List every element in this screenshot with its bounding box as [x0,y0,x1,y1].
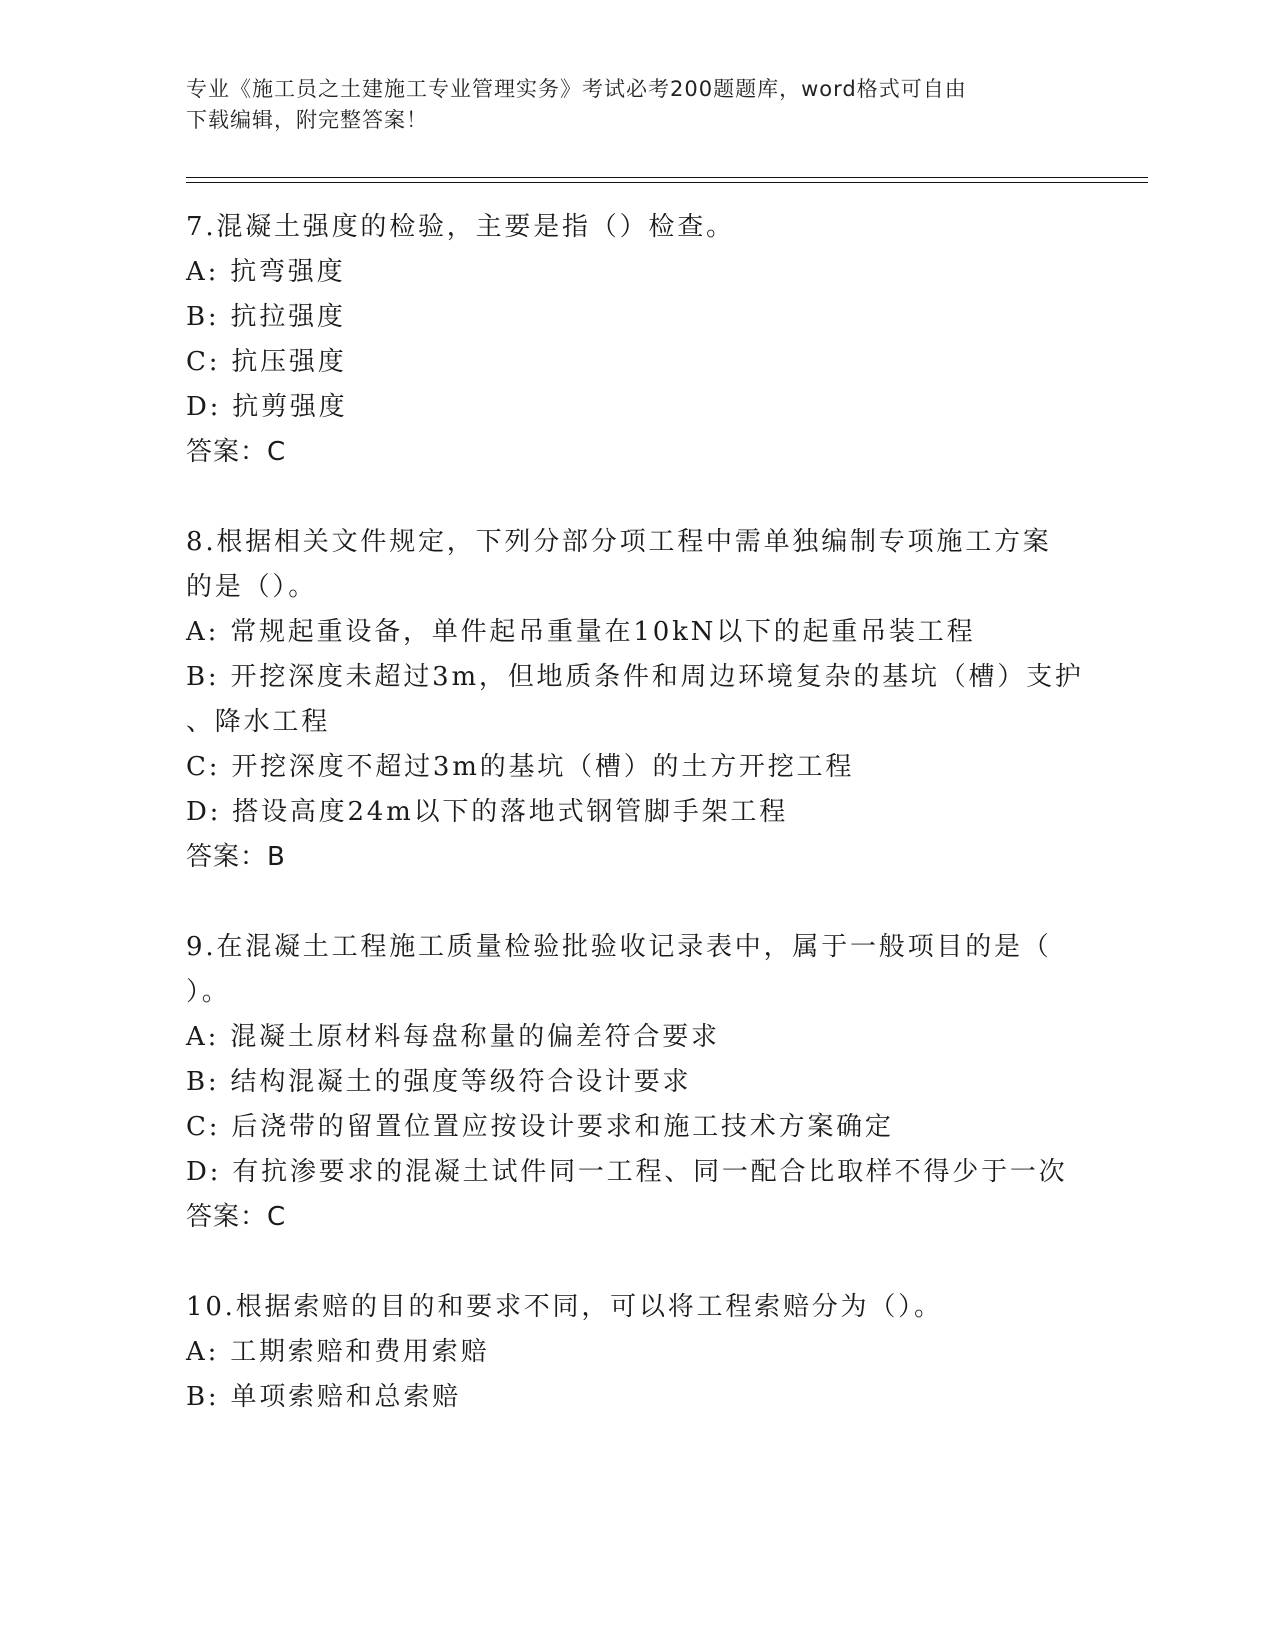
option-a: A: 工期索赔和费用索赔 [186,1337,490,1367]
option-a: A: 常规起重设备，单件起吊重量在10kN以下的起重吊装工程 [186,617,976,647]
option-d: D: 有抗渗要求的混凝土试件同一工程、同一配合比取样不得少于一次 [186,1157,1068,1187]
question-8 [186,520,1086,880]
option-d: D: 搭设高度24m以下的落地式钢管脚手架工程 [186,797,789,827]
question-stem: 7.混凝土强度的检验，主要是指（）检查。 [186,212,735,242]
option-d: D: 抗剪强度 [186,392,348,422]
option-c: C: 抗压强度 [186,347,347,377]
option-b: B: 单项索赔和总索赔 [186,1382,461,1412]
option-a: A: 抗弯强度 [186,257,346,287]
header-divider [186,177,1148,178]
option-b: B: 结构混凝土的强度等级符合设计要求 [186,1067,692,1097]
question-stem: 8.根据相关文件规定，下列分部分项工程中需单独编制专项施工方案 [186,527,1052,557]
header-divider [186,182,1148,183]
document-header [186,74,1066,136]
header-line: 专业《施工员之土建施工专业管理实务》考试必考200题题库，word格式可自由 [186,77,967,101]
question-stem-continued: ）。 [186,977,231,1007]
option-b-continued: 、降水工程 [186,707,331,737]
option-a: A: 混凝土原材料每盘称量的偏差符合要求 [186,1022,720,1052]
option-c: C: 后浇带的留置位置应按设计要求和施工技术方案确定 [186,1112,894,1142]
question-list [186,205,1086,1465]
option-c: C: 开挖深度不超过3m的基坑（槽）的土方开挖工程 [186,752,855,782]
header-line: 下载编辑，附完整答案！ [186,108,428,132]
question-7 [186,205,1086,475]
option-b: B: 抗拉强度 [186,302,346,332]
question-9 [186,925,1086,1240]
question-stem: 10.根据索赔的目的和要求不同，可以将工程索赔分为（）。 [186,1292,943,1322]
question-stem: 9.在混凝土工程施工质量检验批验收记录表中，属于一般项目的是（ [186,932,1052,962]
question-stem-continued: 的是（）。 [186,572,318,602]
option-b: B: 开挖深度未超过3m，但地质条件和周边环境复杂的基坑（槽）支护 [186,662,1084,692]
question-10 [186,1285,1086,1420]
answer-line: 答案：C [186,437,287,467]
answer-line: 答案：C [186,1202,287,1232]
answer-line: 答案：B [186,842,286,872]
